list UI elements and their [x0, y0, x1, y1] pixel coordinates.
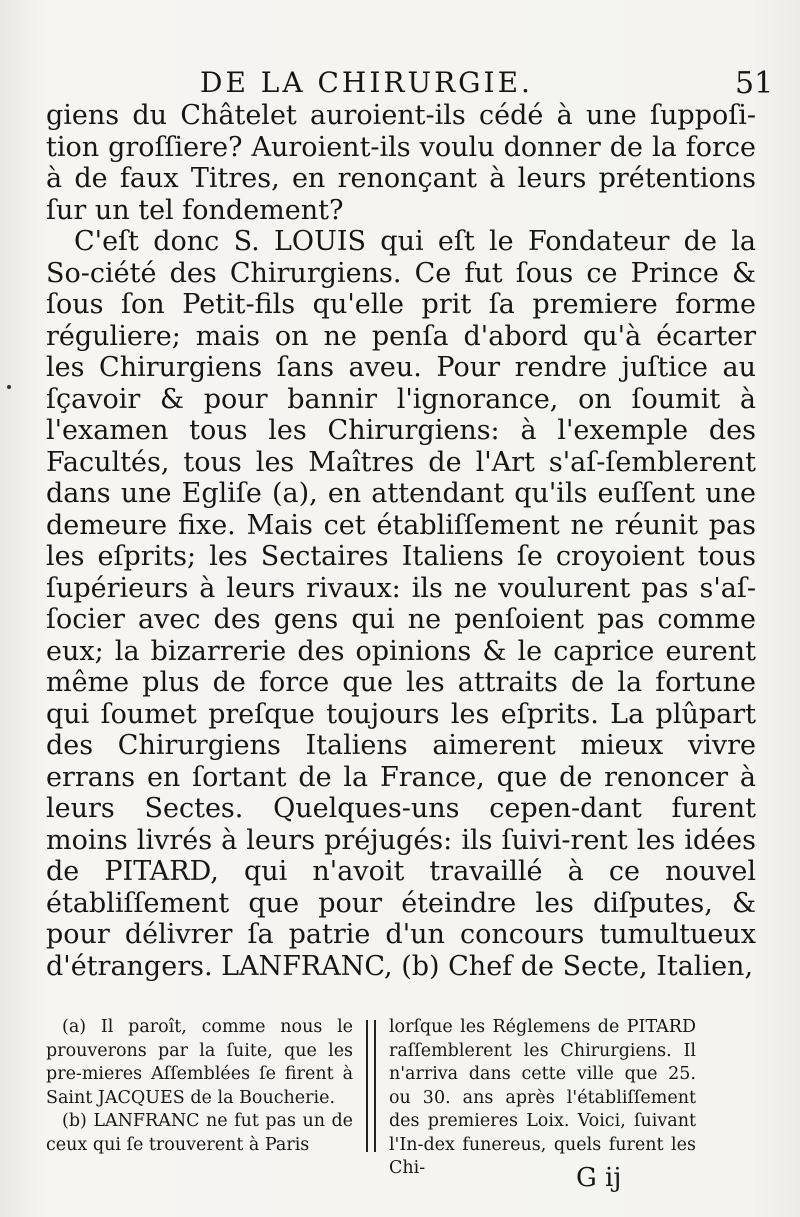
signature-mark: G ij — [576, 1163, 622, 1193]
running-head: DE LA CHIRURGIE. — [200, 66, 533, 99]
footnote-column-left — [46, 1016, 353, 1158]
page-number: 51 — [735, 66, 774, 101]
footnote-b-continued: lorſque les Réglemens de PITARD raſſemblerent les Chirurgiens. Il n'arriva dans cette ville que 25. ou 30. ans après l'établiſſement des premieres Loix. Voici, ſuivant l'In-dex funereus, quels furent les Chi- — [388, 1017, 696, 1178]
column-divider — [366, 1020, 376, 1152]
paragraph-1: giens du Châtelet auroient-ils cédé à une ſuppoſi-tion groſſiere? Auroient-ils voulu donner de la force à de faux Titres, en renonçant à leurs prétentions ſur un tel fondement? — [46, 100, 756, 226]
footnote-a: (a) Il paroît, comme nous le prouverons par la ſuite, que les pre-mieres Aſſemblées ſe firent à Saint JACQUES de la Boucherie. — [46, 1017, 354, 1108]
margin-mark — [7, 385, 11, 389]
footnote-b: (b) LANFRANC ne fut pas un de ceux qui ſe trouverent à Paris — [46, 1111, 354, 1155]
paragraph-2: C'eſt donc S. LOUIS qui eſt le Fondateur de la So-ciété des Chirurgiens. Ce fut ſous ce Prince & ſous ſon Petit-fils qu'elle prit ſa premiere forme réguliere; mais on ne penſa d'abord qu'à écarter les Chirurgiens ſans aveu. Pour rendre juſtice au ſçavoir & pour bannir l'ignorance, on ſoumit à l'examen tous les Chirurgiens: à l'exemple des Facultés, tous les Maîtres de l'Art s'aſ-ſemblerent dans une Egliſe (a), en attendant qu'ils euſſent une demeure fixe. Mais cet établiſſement ne réunit pas les eſprits; les Sectaires Italiens ſe croyoient tous ſupérieurs à leurs rivaux: ils ne voulurent pas s'aſ-ſocier avec des gens qui ne penſoient pas comme eux; la bizarrerie des opinions & le caprice eurent même plus de force que les attraits de la fortune qui ſoumet preſque toujours les eſprits. La plûpart des Chirurgiens Italiens aimerent mieux vivre errans en ſortant de la France, que de renoncer à leurs Sectes. Quelques-uns cepen-dant furent moins livrés à leurs préjugés: ils ſuivi-rent les idées de PITARD, qui n'avoit travaillé à ce nouvel établiſſement que pour éteindre les diſputes, & pour délivrer ſa patrie d'un concours tumultueux d'étrangers. LANFRANC, (b) Chef de Secte, Italien, — [46, 226, 756, 982]
main-text — [46, 100, 756, 982]
